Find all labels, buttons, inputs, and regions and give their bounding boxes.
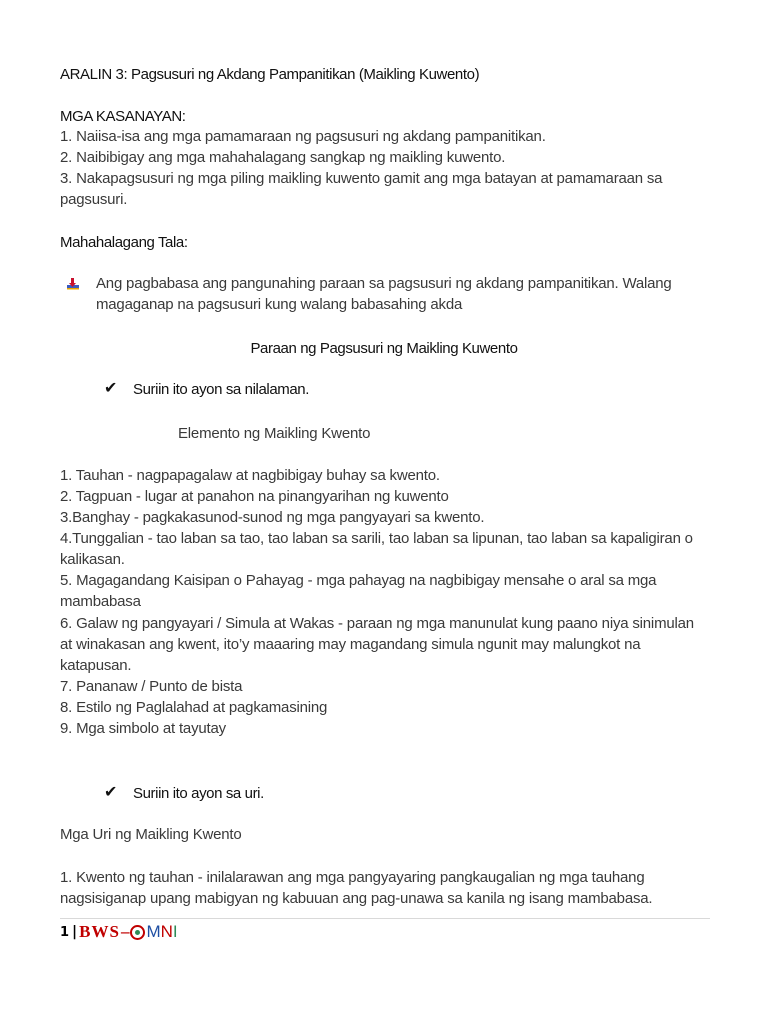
element-item: 2. Tagpuan - lugar at panahon na pinangyarihan ng kuwento: [60, 488, 449, 505]
footer-divider: [60, 918, 710, 919]
brand-m: M: [146, 922, 161, 941]
element-item: 9. Mga simbolo at tayutay: [60, 720, 226, 737]
element-item: 6. Galaw ng pangyayari / Simula at Wakas - paraan ng mga manunulat kung paano niya sinimulan: [60, 615, 694, 632]
element-item: 8. Estilo ng Paglalahad at pagkamasining: [60, 699, 328, 716]
elements-heading: Elemento ng Maikling Kwento: [178, 425, 371, 442]
arrow-bullet-icon: [66, 276, 80, 290]
note-text: magaganap na pagsusuri kung walang babasahing akda: [96, 296, 463, 313]
skill-item: 1. Naiisa-isa ang mga pamamaraan ng pagsusuri ng akdang pampanitikan.: [60, 128, 546, 145]
checkmark-icon: ✔: [104, 380, 118, 397]
footer-separator: |: [72, 924, 78, 940]
brand-dash: –: [120, 922, 130, 941]
element-item: mambabasa: [60, 593, 141, 610]
lesson-title: ARALIN 3: Pagsusuri ng Akdang Pampanitikan (Maikling Kuwento): [60, 66, 480, 83]
omni-o-logo-icon: [130, 925, 145, 940]
brand-bws: BWS: [79, 922, 120, 941]
note-text: Ang pagbabasa ang pangunahing paraan sa pagsusuri ng akdang pampanitikan. Walang: [96, 275, 672, 292]
criterion-type: Suriin ito ayon sa uri.: [133, 785, 264, 802]
element-item: 7. Pananaw / Punto de bista: [60, 678, 243, 695]
page-number: 1: [60, 924, 70, 940]
element-item: 4.Tunggalian - tao laban sa tao, tao laban sa sarili, tao laban sa lipunan, tao laban sa kapaligiran o: [60, 530, 693, 547]
skill-item: pagsusuri.: [60, 191, 128, 208]
element-item: 1. Tauhan - nagpapagalaw at nagbibigay buhay sa kwento.: [60, 467, 440, 484]
brand-n: N: [160, 922, 173, 941]
element-item: kalikasan.: [60, 551, 125, 568]
skills-heading: MGA KASANAYAN:: [60, 108, 186, 125]
element-item: 5. Magagandang Kaisipan o Pahayag - mga pahayag na nagbibigay mensahe o aral sa mga: [60, 572, 657, 589]
criterion-content: Suriin ito ayon sa nilalaman.: [133, 381, 310, 398]
skill-item: 3. Nakapagsusuri ng mga piling maikling kuwento gamit ang mga batayan at pamamaraan sa: [60, 170, 663, 187]
type-item: nagsisiganap upang mabigyan ng kabuuan ang pag-unawa sa kanila ng isang mambabasa.: [60, 890, 653, 907]
element-item: 3.Banghay - pagkakasunod-sunod ng mga pangyayari sa kwento.: [60, 509, 485, 526]
element-item: katapusan.: [60, 657, 132, 674]
checkmark-icon: ✔: [104, 784, 118, 801]
method-heading: Paraan ng Pagsusuri ng Maikling Kuwento: [250, 340, 518, 357]
element-item: at winakasan ang kwent, ito’y maaaring may magandang simula ngunit may malungkot na: [60, 636, 641, 653]
types-heading: Mga Uri ng Maikling Kwento: [60, 826, 242, 843]
notes-heading: Mahahalagang Tala:: [60, 234, 188, 251]
type-item: 1. Kwento ng tauhan - inilalarawan ang mga pangyayaring pangkaugalian ng mga tauhang: [60, 869, 645, 886]
skill-item: 2. Naibibigay ang mga mahahalagang sangkap ng maikling kuwento.: [60, 149, 506, 166]
page-footer: [60, 921, 178, 943]
brand-i: I: [172, 922, 178, 941]
